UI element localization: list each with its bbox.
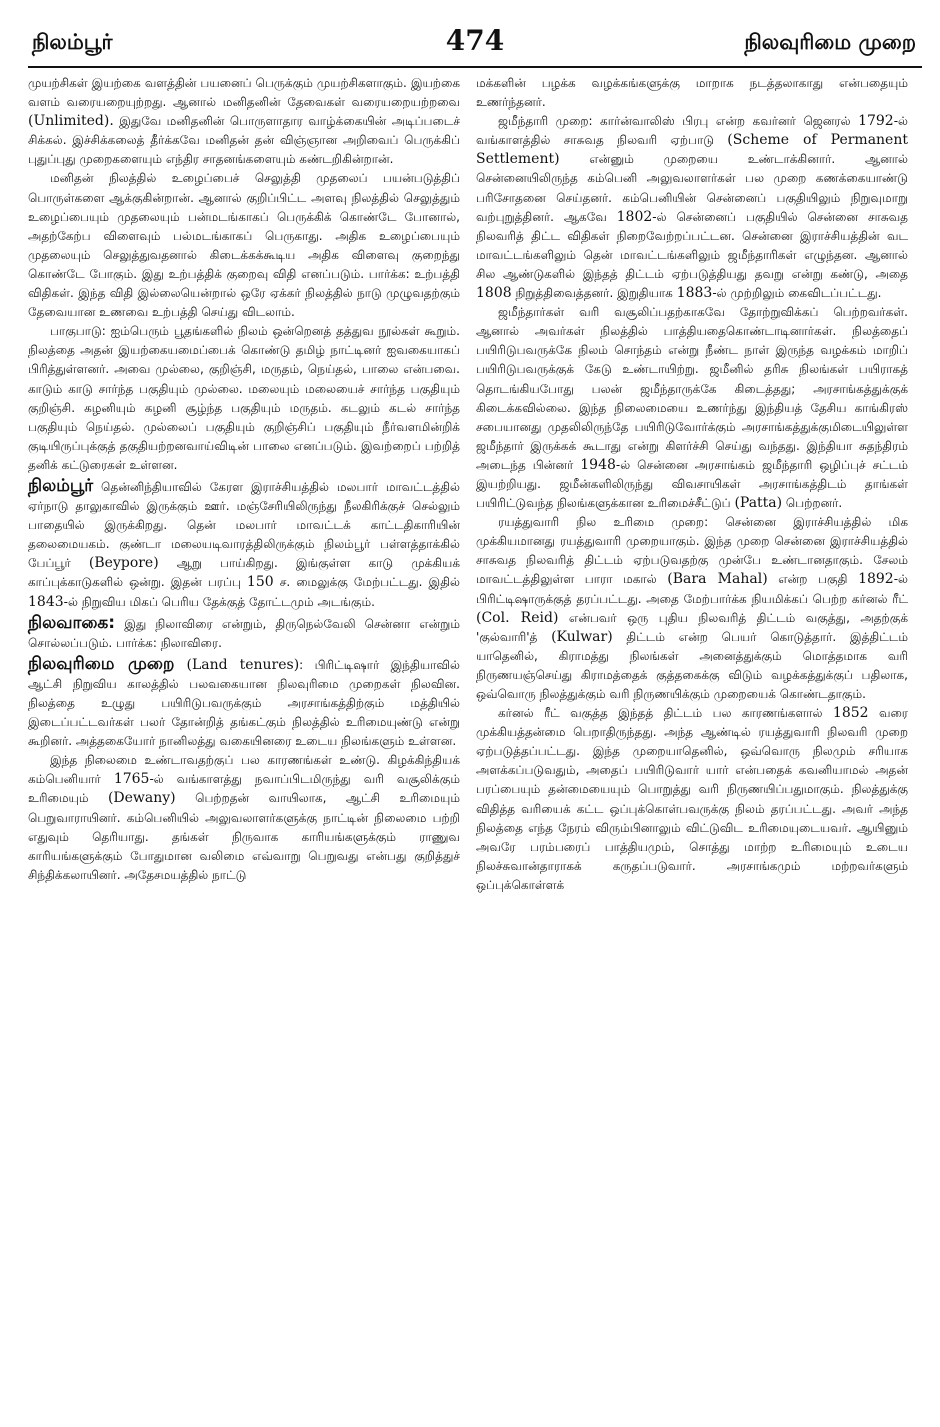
text-run: -ல் நிறுவிய மிகப் பெரிய தேக்குத் தோட்டமும் அடங்கும். <box>63 594 375 609</box>
year: 1765 <box>113 771 150 788</box>
text-run: -ல் சென்னைப் பகுதியில் சென்னை சாசுவத நிலவரித் திட்ட விதிகள் நிறைவேற்றப்பட்டன. சென்னை இராச்சியத்தின் வட மாவட்டங்களிலும் தென் மாவட்டங்களிலும் ஜமீந்தாரிகள் எழுந்தன. ஆனால் சில ஆண்டுகளில் இந்தத் திட்டம் ஏற்படுத்தியது தவறு என்று கண்டு, அதை <box>476 209 908 281</box>
text-run: திட்டம் என்ற பெயர் கொடுத்தார். இத்திட்டம் யாதெனில், கிராமத்து நிலங்கள் அனைத்துக்கும் மொத்தமாக வரி நிருணயஞ்செய்து கிராமத்தைக் குத்தகைக்கு விடும் வழக்கத்துக்குப் பதிலாக, ஒவ்வொரு நிலத்துக்கும் வரி நிருணயிக்கும் முறையைக் கொண்டதாகும். <box>476 629 908 701</box>
paragraph: பாகுபாடு: ஐம்பெரும் பூதங்களில் நிலம் ஒன்றெனத் தத்துவ நூல்கள் கூறும். நிலத்தை அதன் இயற்கையமைப்பைக் கொண்டு தமிழ் நாட்டினர் ஐவகையாகப் பிரித்துள்ளனர். அவை முல்லை, குறிஞ்சி, மருதம், நெய்தல், பாலை என்பவை. காடும் காடு சார்ந்த பகுதியும் முல்லை. மலையும் மலையைச் சார்ந்த பகுதியும் குறிஞ்சி. கழனியும் கழனி சூழ்ந்த பகுதியும் மருதம். கடலும் கடல் சார்ந்த பகுதியும் நெய்தல். முல்லைப் பகுதியும் குறிஞ்சிப் பகுதியும் நீர்வளமின்றிக் குடியிருப்புக்குத் தகுதியற்றனவாய்விடின் பாலை எனப்படும். இவற்றைப் பற்றித் தனிக் கட்டுரைகள் உள்ளன. <box>28 324 460 472</box>
text-run: இதுவே மனிதனின் பொருளாதார வாழ்க்கையின் அடிப்படைச் சிக்கல். இச்சிக்கலைத் தீர்க்கவே மனிதன் தன் விஞ்ஞான அறிவைப் பெருக்கிப் புதுப்புது முறைகளையும் எந்திர சாதனங்களையும் கண்டறிகின்றான். <box>28 114 460 167</box>
entry-nilavaagai <box>28 614 460 653</box>
year: 1792 <box>858 113 894 130</box>
page-number: 474 <box>445 24 505 57</box>
entry-heading: நிலம்பூர் <box>28 475 94 496</box>
text-run: -ல் வங்காளத்தில் சாசுவத நிலவரி ஏற்பாடு <box>476 114 908 148</box>
two-column-body <box>28 74 922 895</box>
text-run: என்னும் முறையை உண்டாக்கினார். ஆனால் சென்னையிலிருந்த கம்பெனி அலுவலாளர்கள் பல முறை கணக்கையாண்டு பரிசோதனை செய்தனர். கம்பெனியின் சென்னைப் பகுதியிலும் நிறுவுமாறு வற்புறுத்தினர். ஆகவே <box>476 152 908 224</box>
paragraph: மக்களின் பழக்க வழக்கங்களுக்கு மாறாக நடத்தலாகாது என்பதையும் உணர்ந்தனர். <box>476 76 908 110</box>
text-run: ஜமீந்தாரி முறை: கார்ன்வாலிஸ் பிரபு என்ற கவர்னர் ஜெனரல் <box>498 114 859 129</box>
entry-heading: நிலவுரிமை முறை <box>28 653 175 674</box>
text-run: -ல் வங்காளத்து நவாப்பிடமிருந்து வரி வசூலிக்கும் உரிமையும் <box>28 772 460 806</box>
paragraph <box>28 74 460 169</box>
header-right-title: நிலவுரிமை முறை <box>744 30 916 54</box>
text-run: இது நிலாவிரை என்றும், திருநெல்வேலி சென்னா என்றும் சொல்லப்படும். பார்க்க: நிலாவிரை. <box>28 616 460 650</box>
year: 1852 <box>832 705 869 722</box>
text-run: கர்னல் ரீட் வகுத்த இந்தத் திட்டம் பல காரணங்களால் <box>498 706 833 721</box>
english-term: (Col. Reid) <box>476 609 559 626</box>
paragraph-ryotwari <box>476 513 908 704</box>
english-term: (Unlimited). <box>28 113 114 130</box>
text-run: பெற்றனர். <box>782 496 843 511</box>
left-column <box>28 74 460 895</box>
running-header <box>28 22 922 68</box>
entry-heading: நிலவாகை: <box>28 612 116 633</box>
text-run: ஜமீந்தார்கள் வரி வசூலிப்பதற்காகவே தோற்றுவிக்கப் பெற்றவர்கள். ஆனால் அவர்கள் நிலத்தில் பாத்தியதைகொண்டாடினார்கள். நிலத்தைப் பயிரிடுபவருக்கே நிலம் சொந்தம் என்று நீண்ட நாள் இருந்த வழக்கம் மாறிப் பயிரிடுபவருக்குக் கேடு உண்டாயிற்று. ஜமீனில் தரிசு நிலங்கள் பயிராகத் தொடங்கியபோது பலன் ஜமீந்தாருக்கே கிடைத்தது; அரசாங்கத்துக்குக் கிடைக்கவில்லை. இந்த நிலைமையை உணர்ந்து இந்தியத் தேசிய காங்கிரஸ் சபையானது முதலிலிருந்தே பயிரிடுவோர்க்கும் அரசாங்கத்துக்குமிடையிலுள்ள ஜமீந்தார் இருக்கக் கூடாது என்று கிளர்ச்சி செய்து வந்தது. இந்தியா சுதந்திரம் அடைந்த பின்னர் <box>476 305 908 472</box>
year: 1948 <box>580 456 616 473</box>
entry-land-tenures <box>28 655 460 751</box>
english-term: (Scheme of Permanent Settlement) <box>476 132 908 168</box>
text-run: என்பவர் ஒரு புதிய நிலவரித் திட்டம் வகுத்து, அதற்குக் 'குல்வாரி'த் <box>476 610 908 644</box>
year: 1843 <box>28 593 64 610</box>
text-run: என்ற பகுதி <box>767 572 859 587</box>
text-run: தென்னிந்தியாவில் கேரள இராச்சியத்தில் மலபார் மாவட்டத்தில் ஏர்நாடு தாலுகாவில் இருக்கும் ஊர். மஞ்சேரியிலிருந்து நீலகிரிக்குச் செல்லும் பாதையில் இருக்கிறது. தென் மலபார் மாவட்டக் காட்டதிகாரியின் தலைமையகம். குண்டா மலையடிவாரத்திலிருக்கும் நிலம்பூர் பள்ளத்தாக்கில் பேப்பூர் <box>28 479 460 571</box>
paragraph <box>476 303 908 513</box>
year: 1892 <box>858 571 894 588</box>
text-run: ஆறு பாய்கிறது. இங்குள்ள காடு முக்கியக் காப்புக்காடுகளில் ஒன்று. இதன் பரப்பு <box>28 556 460 590</box>
text-run: -ல் முற்றிலும் கைவிடப்பட்டது. <box>712 286 882 301</box>
english-term: (Dewany) <box>107 790 176 807</box>
english-term: (Kulwar) <box>551 628 613 645</box>
paragraph <box>28 751 460 885</box>
text-run: நிறுத்திவைத்தனர். இறுதியாக <box>511 286 677 301</box>
english-term: (Beypore) <box>88 555 159 572</box>
text-run: -ல் பிரிட்டிஷாருக்குத் தரப்பட்டது. அதை மேற்பார்க்க நியமிக்கப் பெற்ற கர்னல் ரீட் <box>476 572 909 606</box>
number: 150 <box>246 574 274 591</box>
text-run: இந்த நிலைமை உண்டாவதற்குப் பல காரணங்கள் உண்டு. கிழக்கிந்தியக் கம்பெனியார் <box>28 753 460 787</box>
year: 1808 <box>476 285 512 302</box>
text-run: முயற்சிகள் இயற்கை வளத்தின் பயனைப் பெருக்கும் முயற்சிகளாகும். இயற்கை வளம் வரையறையுற்றது. ஆனால் மனிதனின் தேவைகள் வரையறையற்றவை <box>28 76 460 110</box>
right-column <box>476 74 908 895</box>
text-run: : பிரிட்டிஷார் இந்தியாவில் ஆட்சி நிறுவிய காலத்தில் பலவகையான நிலவுரிமை முறைகள் நிலவின. நிலத்தை உழுது பயிரிடுபவருக்கும் அரசாங்கத்திற்கும் மத்தியில் இடைப்பட்டவர்கள் பலர் தோன்றித் தங்கட்கும் நிலத்தில் உரிமையுண்டு என்று கூறினர். அத்தகையோர் நானிலத்து வகையினரை உடைய நிலங்களும் உள்ளன. <box>28 657 460 749</box>
paragraph: மனிதன் நிலத்தில் உழைப்பைச் செலுத்தி முதலைப் பயன்படுத்திப் பொருள்களை ஆக்குகின்றான். ஆனால் குறிப்பிட்ட அளவு நிலத்தில் செலுத்தும் உழைப்பையும் முதலையும் பன்மடங்காகப் பெருக்கிக் கொண்டே போனால், அதற்கேற்ப விளைவும் பல்மடங்காகப் பெருகாது. அதிக உழைப்பையும் முதலையும் செலுத்துவதனால் கிடைக்கக்கூடிய அதிக விளைவு குறைந்து கொண்டே போகும். இது உற்பத்திக் குறைவு விதி எனப்படும். பார்க்க: உற்பத்தி விதிகள். இந்த விதி இல்லையென்றால் ஒரே ஏக்கர் நிலத்தில் நாடு முழுவதற்கும் தேவையான உணவை உற்பத்தி செய்து விடலாம். <box>28 171 460 320</box>
year: 1883 <box>676 285 713 302</box>
english-term: (Patta) <box>734 495 783 512</box>
english-term: (Land tenures) <box>174 656 300 673</box>
text-run: பெற்றதன் வாயிலாக, ஆட்சி உரிமையும் பெறுவாராயினர். கம்பெனியில் அலுவலாளர்களுக்கு நாட்டின் நிலைமை பற்றி எதுவும் தெரியாது. தங்கள் நிருவாக காரியங்களுக்கும் ராணுவ காரியங்களுக்கும் போதுமான வலிமை எவ்வாறு பெறுவது என்பது குறித்துச் சிந்திக்கலாயினர். அதேசமயத்தில் நாட்டு <box>28 791 460 882</box>
year: 1802 <box>616 208 653 225</box>
entry-nilambur <box>28 477 460 612</box>
text-run: -ல் சென்னை அரசாங்கம் ஜமீந்தாரி ஒழிப்புச் சட்டம் இயற்றியது. ஜமீன்களிலிருந்து விவசாயிகள் அரசாங்கத்திடம் தாங்கள் பயிரிட்டுவந்த நிலங்களுக்கான உரிமைச்சீட்டுப் <box>476 457 908 511</box>
text-run: வரை முக்கியத்தன்மை பெறாதிருந்தது. அந்த ஆண்டில் ரயத்துவாரி நிலவரி முறை ஏற்படுத்தப்பட்டது. இந்த முறையாதெனில், ஒவ்வொரு நிலமும் சரியாக அளக்கப்படுவதும், அதைப் பயிரிடுவார் யார் என்பதைக் கவனியாமல் அதன் பரப்பையும் தன்மையையும் பொறுத்து வரி நிருணயிப்பதுமாகும். நிலத்துக்கு விதித்த வரியைக் கட்ட ஒப்புக்கொள்பவருக்கு நிலம் தரப்பட்டது. அவர் அந்த நிலத்தை எந்த நேரம் விரும்பினாலும் விட்டுவிட உரிமையுடையவர். ஆயினும் அவரே பரம்பரைப் பாத்தியமும், சொத்து மாற்ற உரிமையும் உடைய நிலச்சுவான்தாராகக் கருதப்படுவார். அரசாங்கமும் மற்றவர்களும் ஒப்புக்கொள்ளக் <box>476 706 908 892</box>
english-term: (Bara Mahal) <box>667 571 768 588</box>
header-left-title: நிலம்பூர் <box>32 30 113 54</box>
text-run: ச. மைலுக்கு மேற்பட்டது. இதில் <box>273 575 461 590</box>
paragraph-zamindari <box>476 112 908 303</box>
text-run: ரயத்துவாரி நில உரிமை முறை: சென்னை இராச்சியத்தில் மிக முக்கியமானது ரயத்துவாரி முறையாகும். இந்த முறை சென்னை இராச்சியத்தில் சாசுவத நிலவரித் திட்டம் ஏற்படுவதற்கு முன்பே உண்டானதாகும். சேலம் மாவட்டத்திலுள்ள பாரா மகால் <box>476 515 908 587</box>
paragraph <box>476 704 908 895</box>
